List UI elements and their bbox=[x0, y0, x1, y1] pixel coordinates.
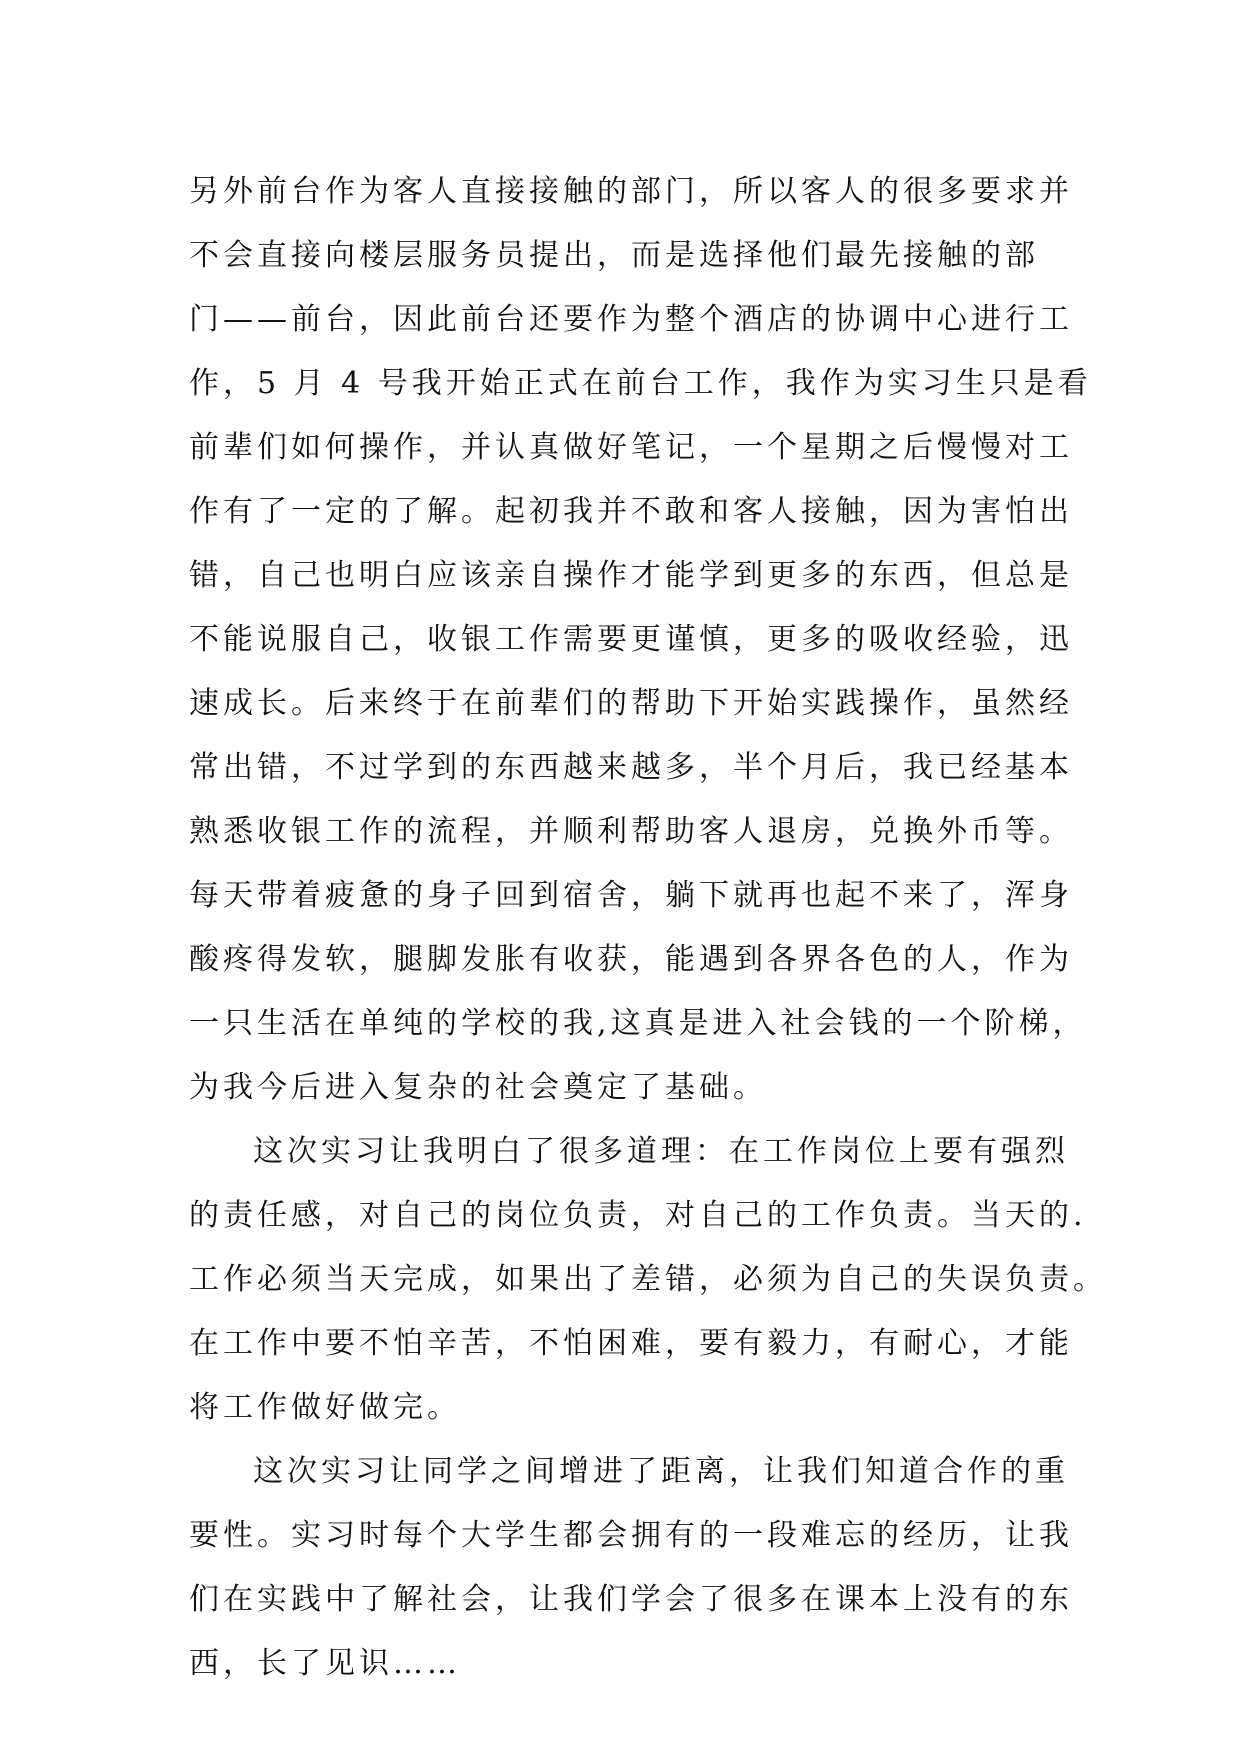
body-text bbox=[189, 160, 1107, 1696]
text-line: 西，长了见识…… bbox=[189, 1646, 461, 1681]
text-line: 的责任感，对自己的岗位负责，对自己的工作负责。当天的. bbox=[189, 1198, 1087, 1233]
text-line: 为我今后进入复杂的社会奠定了基础。 bbox=[189, 1070, 767, 1105]
text-line: 每天带着疲惫的身子回到宿舍，躺下就再也起不来了，浑身 bbox=[189, 878, 1073, 913]
text-line: 要性。实习时每个大学生都会拥有的一段难忘的经历，让我 bbox=[189, 1518, 1073, 1553]
text-line: 一只生活在单纯的学校的我,这真是进入社会钱的一个阶梯， bbox=[189, 1006, 1087, 1041]
text-line: 酸疼得发软，腿脚发胀有收获，能遇到各界各色的人，作为 bbox=[189, 942, 1073, 977]
text-line: 熟悉收银工作的流程，并顺利帮助客人退房，兑换外币等。 bbox=[189, 814, 1073, 849]
text-line: 作，5 月 4 号我开始正式在前台工作，我作为实习生只是看 bbox=[189, 366, 1092, 401]
text-line: 将工作做好做完。 bbox=[189, 1390, 461, 1425]
text-line: 不能说服自己，收银工作需要更谨慎，更多的吸收经验，迅 bbox=[189, 622, 1073, 657]
text-line: 错，自己也明白应该亲自操作才能学到更多的东西，但总是 bbox=[189, 558, 1073, 593]
text-line: 工作必须当天完成，如果出了差错，必须为自己的失误负责。 bbox=[189, 1262, 1107, 1297]
text-line: 常出错，不过学到的东西越来越多，半个月后，我已经基本 bbox=[189, 750, 1073, 785]
paragraph-first-line: 这次实习让我明白了很多道理：在工作岗位上要有强烈 bbox=[253, 1134, 1069, 1169]
text-line: 速成长。后来终于在前辈们的帮助下开始实践操作，虽然经 bbox=[189, 686, 1073, 721]
text-line: 门——前台，因此前台还要作为整个酒店的协调中心进行工 bbox=[189, 302, 1073, 337]
text-line: 们在实践中了解社会，让我们学会了很多在课本上没有的东 bbox=[189, 1582, 1073, 1617]
text-line: 不会直接向楼层服务员提出，而是选择他们最先接触的部 bbox=[189, 238, 1039, 273]
text-line: 另外前台作为客人直接接触的部门，所以客人的很多要求并 bbox=[189, 174, 1073, 209]
text-line: 作有了一定的了解。起初我并不敢和客人接触，因为害怕出 bbox=[189, 494, 1073, 529]
text-line: 在工作中要不怕辛苦，不怕困难，要有毅力，有耐心，才能 bbox=[189, 1326, 1073, 1361]
text-line: 前辈们如何操作，并认真做好笔记，一个星期之后慢慢对工 bbox=[189, 430, 1073, 465]
paragraph-first-line: 这次实习让同学之间增进了距离，让我们知道合作的重 bbox=[253, 1454, 1069, 1489]
